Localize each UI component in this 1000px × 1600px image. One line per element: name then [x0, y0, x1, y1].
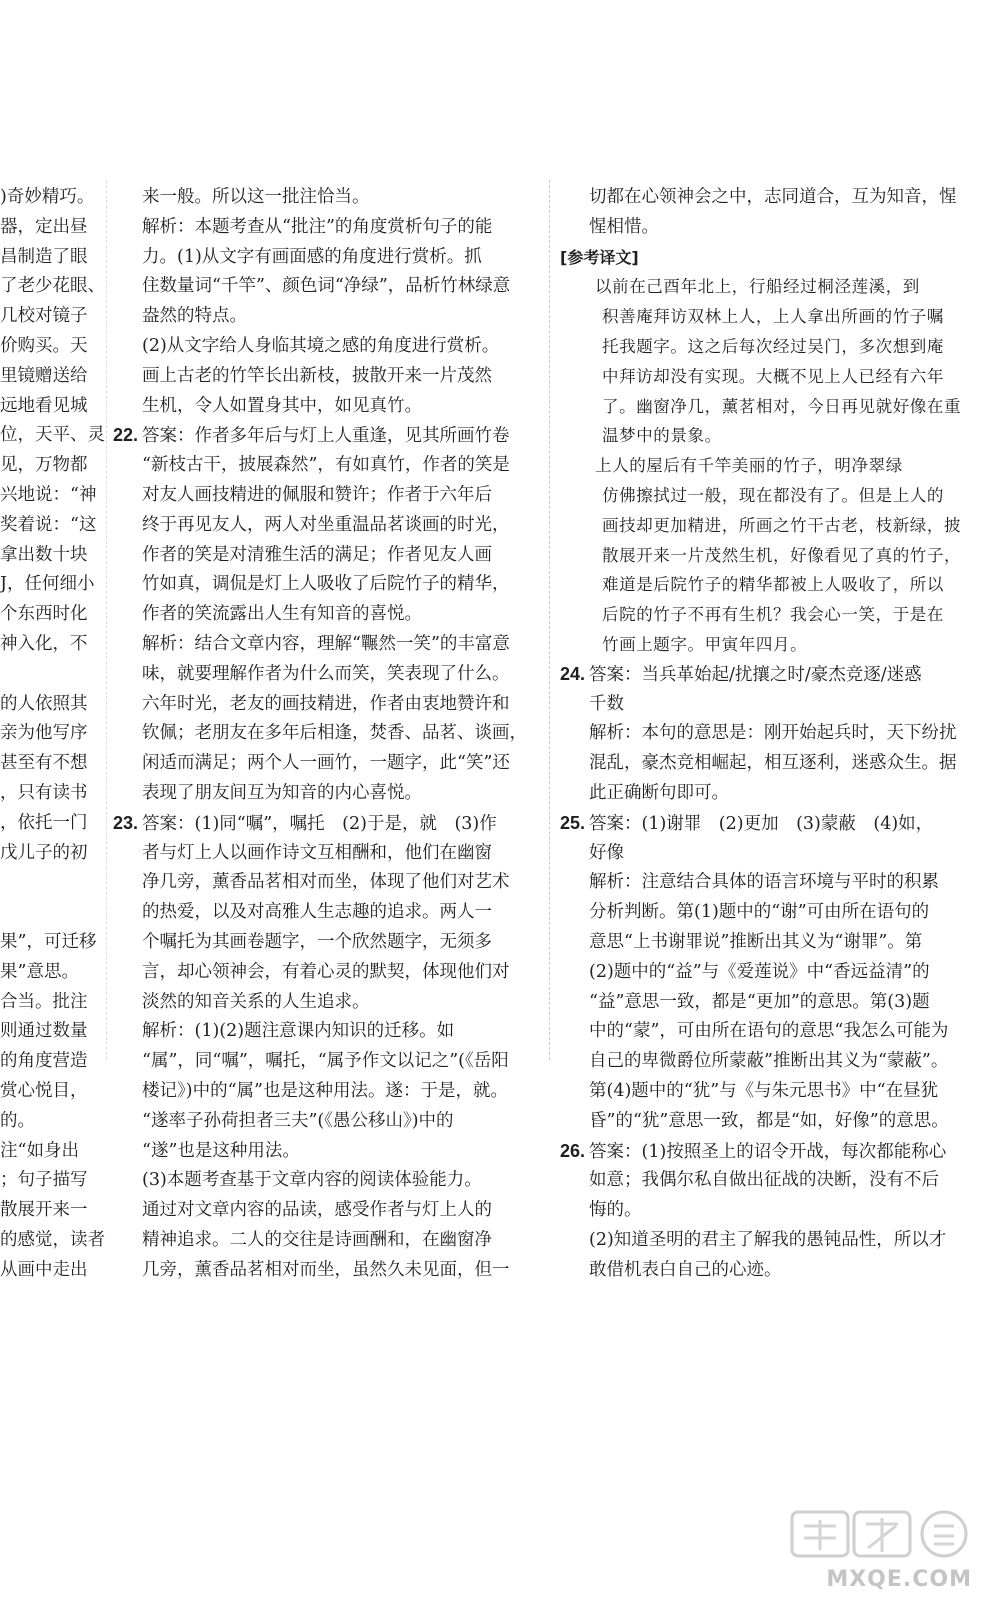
- line-text: 中的“蒙”，可由所在语句的意思“我怎么可能为: [589, 1021, 949, 1042]
- text-line: [113, 1077, 540, 1107]
- answer-item-line: [560, 809, 972, 839]
- left-fragment-text: 拿出数十块: [0, 544, 88, 565]
- line-text: 仿佛擦拭过一般，现在都没有了。但是上人的: [602, 485, 944, 505]
- left-fragment-text: 奖着说：“这: [0, 514, 97, 535]
- line-text: 通过对文章内容的品读，感受作者与灯上人的: [142, 1200, 492, 1221]
- left-fragment-line: [0, 213, 110, 243]
- text-line: [113, 511, 540, 541]
- left-fragment-line: [0, 868, 110, 898]
- left-fragment-line: [0, 302, 110, 332]
- left-fragment-line: [0, 243, 110, 273]
- line-text: 好像: [589, 842, 624, 863]
- left-fragment-text: 远地看见城: [0, 395, 88, 416]
- left-fragment-text: 神入化，不: [0, 633, 88, 654]
- text-line: [113, 451, 540, 481]
- left-fragment-line: [0, 183, 110, 213]
- line-text: 昏”的“犹”意思一致，都是“如，好像”的意思。: [589, 1110, 949, 1131]
- left-fragment-line: [0, 1196, 110, 1226]
- line-text: 淡然的知音关系的人生追求。: [142, 991, 370, 1012]
- left-fragment-text: 器，定出昼: [0, 216, 88, 237]
- watermark-url: MXQE.COM: [826, 1567, 972, 1592]
- line-text: 作者的笑是对清雅生活的满足；作者见友人画: [142, 544, 492, 565]
- text-line: [560, 600, 972, 630]
- line-text: 来一般。所以这一批注恰当。: [142, 187, 370, 207]
- line-text: 分析判断。第(1)题中的“谢”可由所在语句的: [589, 902, 930, 923]
- question-number: 25.: [560, 812, 586, 833]
- left-fragment-text: 兴地说：“神: [0, 484, 97, 505]
- left-fragment-line: [0, 1077, 110, 1107]
- text-line: [560, 1166, 972, 1196]
- line-text: 敢借机表白自己的心迹。: [589, 1259, 782, 1280]
- line-text: 意思“上书谢罪说”推断出其义为“谢罪”。第: [589, 931, 923, 952]
- text-line: [113, 541, 540, 571]
- line-text: (2)从文字给人身临其境之感的角度进行赏析。: [142, 335, 500, 356]
- column-divider: [549, 180, 550, 1060]
- text-line: [113, 1017, 540, 1047]
- line-text: 对友人画技精进的佩服和赞许；作者于六年后: [142, 484, 492, 505]
- text-line: [113, 332, 540, 362]
- question-number: 22.: [113, 425, 139, 446]
- line-text: 的热爱，以及对高雅人生志趣的追求。两人一: [142, 902, 492, 923]
- left-fragment-line: [0, 749, 110, 779]
- left-fragment-text: J，任何细小: [0, 574, 95, 595]
- left-fragment-text: 亲为他写序: [0, 723, 88, 744]
- left-fragment-text: 果”，可迁移: [0, 931, 97, 952]
- left-fragment-line: [0, 779, 110, 809]
- text-line: [560, 541, 972, 571]
- line-text: 解析：结合文章内容，理解“囅然一笑”的丰富意: [142, 633, 510, 654]
- reference-translation-heading: [560, 243, 972, 273]
- text-line: [113, 958, 540, 988]
- line-text: 画技却更加精进，所画之竹干古老，枝新绿，披: [602, 515, 962, 535]
- text-line: [113, 1196, 540, 1226]
- answer-item-line: [113, 809, 540, 839]
- left-fragment-line: [0, 600, 110, 630]
- line-text: 了。幽窗净几，薰茗相对，今日再见就好像在重: [602, 396, 962, 416]
- left-fragment-line: [0, 898, 110, 928]
- left-fragment-line: [0, 481, 110, 511]
- text-line: [113, 302, 540, 332]
- left-fragment-text: ，依托一门: [0, 812, 88, 833]
- left-fragment-line: [0, 660, 110, 690]
- text-line: [560, 630, 972, 660]
- text-line: [113, 630, 540, 660]
- line-text: 散展开来一片茂然生机，好像看见了真的竹子，: [602, 545, 962, 565]
- line-text: 难道是后院竹子的精华都被上人吸收了，所以: [602, 575, 944, 595]
- left-fragment-line: [0, 362, 110, 392]
- left-fragment-text: 甚至有不想: [0, 753, 88, 774]
- left-fragment-line: [0, 809, 110, 839]
- question-number: 23.: [113, 812, 139, 833]
- text-line: [560, 868, 972, 898]
- left-fragment-line: [0, 1017, 110, 1047]
- text-line: [113, 898, 540, 928]
- line-text: 终于再见友人，两人对坐重温品茗谈画的时光，: [142, 514, 510, 535]
- left-fragment-text: 的角度营造: [0, 1051, 88, 1072]
- text-line: [113, 362, 540, 392]
- text-line: [560, 451, 972, 481]
- left-fragment-line: [0, 988, 110, 1018]
- left-fragment-line: [0, 272, 110, 302]
- text-line: [560, 183, 972, 213]
- text-line: [560, 570, 972, 600]
- reference-tag: [参考译文]: [560, 247, 639, 267]
- text-line: [560, 1107, 972, 1137]
- text-line: [113, 183, 540, 213]
- text-line: [560, 958, 972, 988]
- line-text: 积善庵拜访双林上人，上人拿出所画的竹子嘱: [602, 307, 944, 327]
- text-line: [560, 1226, 972, 1256]
- left-fragment-line: [0, 630, 110, 660]
- text-line: [560, 362, 972, 392]
- answer-text: 答案：作者多年后与灯上人重逢，见其所画竹卷: [142, 426, 510, 447]
- line-text: “属”，同“嘱”，嘱托，“属予作文以记之”(《岳阳: [142, 1051, 509, 1072]
- line-text: 几旁，薰香品茗相对而坐，虽然久未见面，但一: [142, 1259, 510, 1280]
- line-text: 悔的。: [589, 1200, 642, 1221]
- left-fragment-line: [0, 451, 110, 481]
- left-fragment-text: 个东西时化: [0, 604, 88, 625]
- text-line: [113, 1107, 540, 1137]
- left-fragment-text: 了老少花眼、: [0, 276, 105, 297]
- text-line: [560, 749, 972, 779]
- line-text: 住数量词“千竿”、颜色词“净绿”，品析竹林绿意: [142, 276, 511, 297]
- left-fragment-line: [0, 541, 110, 571]
- text-line: [560, 421, 972, 451]
- text-line: [560, 481, 972, 511]
- text-line: [560, 332, 972, 362]
- text-line: [113, 779, 540, 809]
- text-line: [560, 1196, 972, 1226]
- left-fragment-text: 戊儿子的初: [0, 842, 88, 863]
- line-text: (2)题中的“益”与《爱莲说》中“香远益清”的: [589, 961, 930, 982]
- line-text: “遂”也是这种用法。: [142, 1140, 300, 1161]
- left-fragment-text: 赏心悦目，: [0, 1080, 88, 1101]
- text-line: [113, 928, 540, 958]
- text-line: [113, 1166, 540, 1196]
- left-fragment-text: 的。: [0, 1110, 35, 1131]
- left-fragment-line: [0, 958, 110, 988]
- answer-text: 答案：(1)同“嘱”，嘱托 (2)于是，就 (3)作: [142, 813, 497, 834]
- line-text: 力。(1)从文字有画面感的角度进行赏析。抓: [142, 246, 482, 267]
- line-text: 画上古老的竹竿长出新枝，披散开来一片茂然: [142, 365, 492, 386]
- text-line: [560, 213, 972, 243]
- line-text: 惺相惜。: [589, 216, 659, 237]
- line-text: 作者的笑流露出人生有知音的喜悦。: [142, 604, 422, 625]
- line-text: “新枝古干，披展森然”，有如真竹，作者的笑是: [142, 455, 510, 476]
- left-fragment-line: [0, 511, 110, 541]
- left-fragment-text: 几校对镜子: [0, 306, 88, 327]
- left-fragment-text: 果”意思。: [0, 961, 79, 982]
- left-fragment-line: [0, 1226, 110, 1256]
- line-text: 盎然的特点。: [142, 306, 247, 327]
- left-fragment-text: 注“如身出: [0, 1140, 79, 1161]
- text-line: [113, 690, 540, 720]
- left-fragment-line: [0, 1137, 110, 1167]
- line-text: 自己的卑微爵位所蒙蔽”推断出其义为“蒙蔽”。: [589, 1051, 949, 1072]
- line-text: 楼记》)中的“属”也是这种用法。遂：于是，就。: [142, 1080, 508, 1101]
- text-line: [113, 243, 540, 273]
- right-column: [560, 183, 972, 1285]
- line-text: 托我题字。这之后每次经过吴门，多次想到庵: [602, 336, 944, 356]
- left-fragment-line: [0, 1107, 110, 1137]
- left-fragment-text: ，只有读书: [0, 782, 88, 803]
- left-fragment-line: [0, 690, 110, 720]
- left-fragment-line: [0, 332, 110, 362]
- text-line: [113, 1226, 540, 1256]
- answer-item-line: [560, 1137, 972, 1167]
- line-text: 钦佩；老朋友在多年后相逢，焚香、品茗、谈画，: [142, 723, 527, 744]
- text-line: [560, 1077, 972, 1107]
- left-fragment-text: ；句子描写: [0, 1170, 88, 1191]
- text-line: [113, 481, 540, 511]
- left-fragment-line: [0, 839, 110, 869]
- line-text: 闲适而满足；两个人一画竹，一题字，此“笑”还: [142, 753, 510, 774]
- left-fragment-text: 从画中走出: [0, 1259, 88, 1280]
- line-text: 竹画上题字。甲寅年四月。: [602, 634, 808, 654]
- line-text: 中拜访却没有实现。大概不见上人已经有六年: [602, 366, 944, 386]
- text-line: [113, 1256, 540, 1286]
- line-text: 竹如真，调侃是灯上人吸收了后院竹子的精华，: [142, 574, 510, 595]
- text-line: [113, 868, 540, 898]
- left-fragment-text: 散展开来一: [0, 1200, 88, 1221]
- line-text: 切都在心领神会之中，志同道合，互为知音，惺: [589, 187, 957, 207]
- line-text: “益”意思一致，都是“更加”的意思。第(3)题: [589, 991, 930, 1012]
- question-number: 26.: [560, 1140, 586, 1161]
- line-text: 解析：注意结合具体的语言环境与平时的积累: [589, 872, 939, 893]
- left-fragment-text: 的人依照其: [0, 693, 88, 714]
- left-fragment-line: [0, 1166, 110, 1196]
- line-text: 表现了朋友间互为知音的内心喜悦。: [142, 782, 422, 803]
- text-line: [113, 392, 540, 422]
- line-text: (2)知道圣明的君主了解我的愚钝品性，所以才: [589, 1229, 947, 1250]
- left-fragment-text: 价购买。天: [0, 335, 88, 356]
- left-fragment-text: 里镜赠送给: [0, 365, 88, 386]
- text-line: [113, 570, 540, 600]
- line-text: 后院的竹子不再有生机？我会心一笑，于是在: [602, 605, 944, 625]
- text-line: [113, 839, 540, 869]
- answer-item-line: [560, 660, 972, 690]
- line-text: “遂率子孙荷担者三夫”(《愚公移山》)中的: [142, 1110, 454, 1131]
- left-column-fragment: [0, 183, 110, 1285]
- left-fragment-text: )奇妙精巧。: [0, 187, 95, 207]
- text-line: [560, 690, 972, 720]
- line-text: 混乱，豪杰竞相崛起，相互逐利，迷惑众生。据: [589, 753, 957, 774]
- line-text: 上人的屋后有千竿美丽的竹子，明净翠绿: [595, 456, 903, 476]
- text-line: [560, 392, 972, 422]
- text-line: [560, 1017, 972, 1047]
- line-text: 生机，令人如置身其中，如见真竹。: [142, 395, 422, 416]
- line-text: 言，却心领神会，有着心灵的默契，体现他们对: [142, 961, 510, 982]
- left-fragment-text: 则通过数量: [0, 1021, 88, 1042]
- answer-text: 答案：(1)按照圣上的诏令开战，每次都能称心: [589, 1141, 947, 1162]
- text-line: [113, 719, 540, 749]
- text-line: [560, 779, 972, 809]
- text-line: [113, 213, 540, 243]
- answer-text: 答案：(1)谢罪 (2)更加 (3)蒙蔽 (4)如，: [589, 813, 934, 834]
- line-text: 解析：本句的意思是：刚开始起兵时，天下纷扰: [589, 723, 957, 744]
- middle-column: [113, 183, 540, 1285]
- line-text: 精神追求。二人的交往是诗画酬和，在幽窗净: [142, 1229, 492, 1250]
- line-text: 以前在己酉年北上，行船经过桐泾莲溪，到: [595, 277, 920, 297]
- text-line: [113, 660, 540, 690]
- line-text: 第(4)题中的“犹”与《与朱元思书》中“在昼犹: [589, 1080, 939, 1101]
- left-fragment-text: 位，天平、灵: [0, 425, 105, 446]
- answer-item-line: [113, 421, 540, 451]
- line-text: (3)本题考查基于文章内容的阅读体验能力。: [142, 1170, 482, 1191]
- question-number: 24.: [560, 663, 586, 684]
- text-line: [560, 928, 972, 958]
- text-line: [560, 1256, 972, 1286]
- line-text: 净几旁，薰香品茗相对而坐，体现了他们对艺术: [142, 872, 510, 893]
- answer-text: 答案：当兵革始起/扰攘之时/豪杰竞逐/迷惑: [589, 664, 922, 685]
- line-text: 千数: [589, 693, 624, 714]
- text-line: [560, 302, 972, 332]
- line-text: 者与灯上人以画作诗文互相酬和，他们在幽窗: [142, 842, 492, 863]
- line-text: 六年时光，老友的画技精进，作者由衷地赞许和: [142, 693, 510, 714]
- text-line: [113, 988, 540, 1018]
- text-line: [560, 511, 972, 541]
- text-line: [560, 898, 972, 928]
- line-text: 温梦中的景象。: [602, 426, 722, 446]
- text-line: [560, 272, 972, 302]
- line-text: 此正确断句即可。: [589, 782, 729, 803]
- line-text: 解析：(1)(2)题注意课内知识的迁移。如: [142, 1021, 455, 1042]
- text-line: [113, 749, 540, 779]
- line-text: 个嘱托为其画卷题字，一个欣然题字，无须多: [142, 931, 492, 952]
- left-fragment-line: [0, 392, 110, 422]
- left-fragment-text: 的感觉，读者: [0, 1229, 105, 1250]
- line-text: 解析：本题考查从“批注”的角度赏析句子的能: [142, 216, 493, 237]
- text-line: [560, 719, 972, 749]
- text-line: [113, 1137, 540, 1167]
- left-fragment-text: 见，万物都: [0, 455, 88, 476]
- line-text: 如意；我偶尔私自做出征战的决断，没有不后: [589, 1170, 939, 1191]
- text-line: [113, 272, 540, 302]
- left-fragment-text: 昌制造了眼: [0, 246, 88, 267]
- line-text: 味，就要理解作者为什么而笑，笑表现了什么。: [142, 663, 510, 684]
- left-fragment-line: [0, 1047, 110, 1077]
- text-line: [560, 1047, 972, 1077]
- left-fragment-text: 合当。批注: [0, 991, 88, 1012]
- left-fragment-line: [0, 719, 110, 749]
- left-fragment-line: [0, 928, 110, 958]
- left-fragment-line: [0, 421, 110, 451]
- left-fragment-line: [0, 1256, 110, 1286]
- text-line: [113, 600, 540, 630]
- text-line: [560, 988, 972, 1018]
- left-fragment-line: [0, 570, 110, 600]
- text-line: [560, 839, 972, 869]
- text-line: [113, 1047, 540, 1077]
